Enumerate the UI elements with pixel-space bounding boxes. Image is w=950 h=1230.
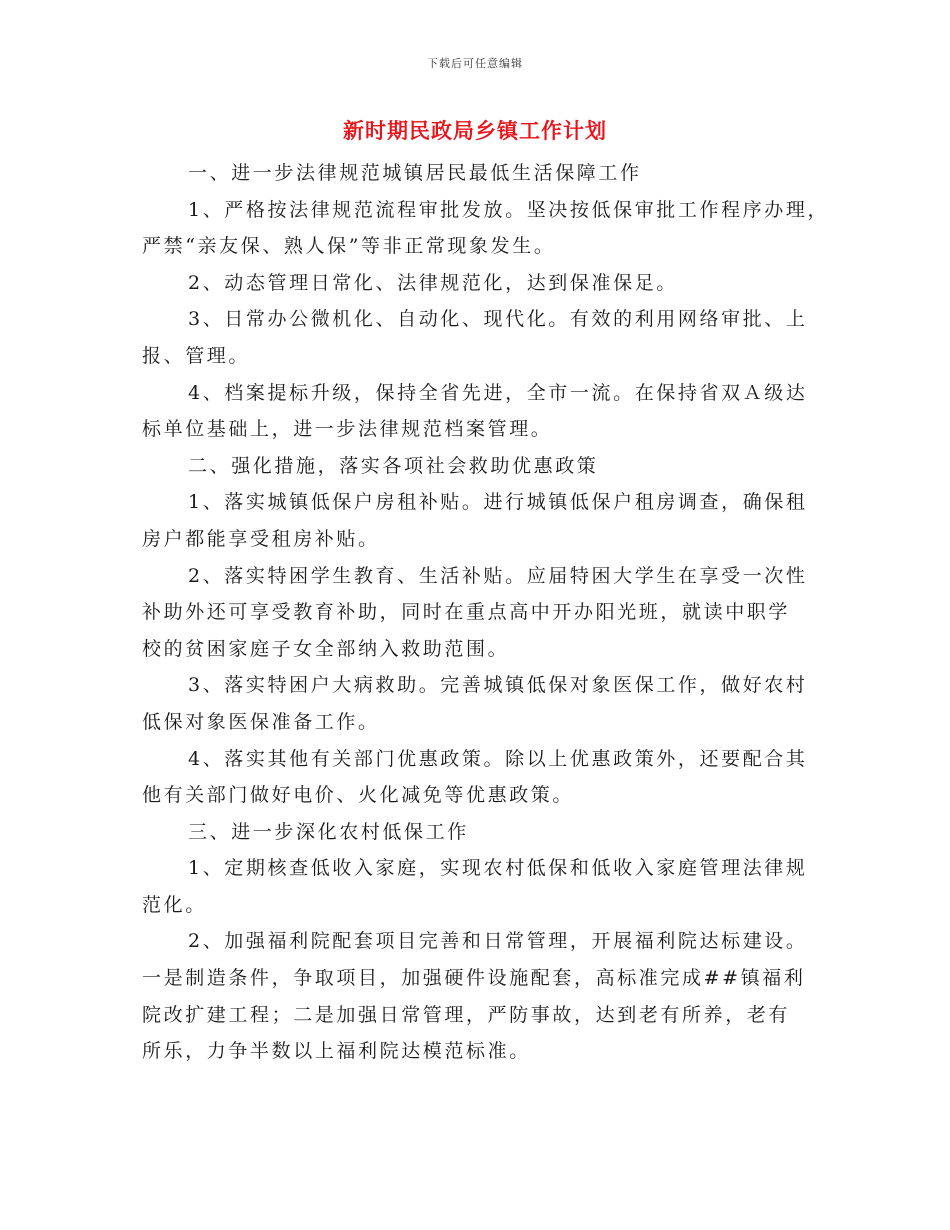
body-line: 房户都能享受租房补贴。	[142, 527, 380, 550]
body-line: 标单位基础上，进一步法律规范档案管理。	[142, 418, 553, 441]
document-title: 新时期民政局乡镇工作计划	[343, 118, 607, 143]
body-line: 低保对象医保准备工作。	[142, 710, 380, 733]
body-line: 2、加强福利院配套项目完善和日常管理，开展福利院达标建设。	[188, 930, 808, 953]
body-line: 他有关部门做好电价、火化减免等优惠政策。	[142, 784, 575, 807]
body-line: 1、落实城镇低保户房租补贴。进行城镇低保户租房调查，确保租	[188, 491, 808, 514]
body-line: 校的贫困家庭子女全部纳入救助范围。	[142, 637, 510, 660]
body-line: 院改扩建工程；二是加强日常管理，严防事故，达到老有所养，老有	[142, 1003, 791, 1026]
body-line: 2、落实特困学生教育、生活补贴。应届特困大学生在享受一次性	[188, 564, 808, 587]
body-line: 4、档案提标升级，保持全省先进，全市一流。在保持省双Ａ级达	[188, 381, 808, 404]
body-line: 所乐，力争半数以上福利院达模范标准。	[142, 1040, 531, 1063]
body-line: 报、管理。	[142, 344, 251, 367]
body-line: 二、强化措施，落实各项社会救助优惠政策	[188, 454, 599, 477]
body-line: 1、定期核查低收入家庭，实现农村低保和低收入家庭管理法律规	[188, 857, 808, 880]
document-body	[142, 155, 830, 1070]
body-line: 范化。	[142, 893, 207, 916]
body-line: 1、严格按法律规范流程审批发放。坚决按低保审批工作程序办理，	[188, 198, 830, 221]
body-line: 补助外还可享受教育补助，同时在重点高中开办阳光班，就读中职学	[142, 601, 791, 624]
body-line: 三、进一步深化农村低保工作	[188, 820, 469, 843]
header-note: 下载后可任意编辑	[427, 57, 523, 70]
body-line: 一是制造条件，争取项目，加强硬件设施配套，高标准完成##镇福利	[142, 967, 806, 990]
body-line: 2、动态管理日常化、法律规范化，达到保准保足。	[188, 271, 678, 294]
body-line: 严禁“亲友保、熟人保”等非正常现象发生。	[142, 235, 556, 258]
body-line: 一、进一步法律规范城镇居民最低生活保障工作	[188, 162, 642, 184]
body-line: 3、落实特困户大病救助。完善城镇低保对象医保工作，做好农村	[188, 674, 808, 697]
body-line: 3、日常办公微机化、自动化、现代化。有效的利用网络审批、上	[188, 308, 808, 331]
body-line: 4、落实其他有关部门优惠政策。除以上优惠政策外，还要配合其	[188, 747, 808, 770]
